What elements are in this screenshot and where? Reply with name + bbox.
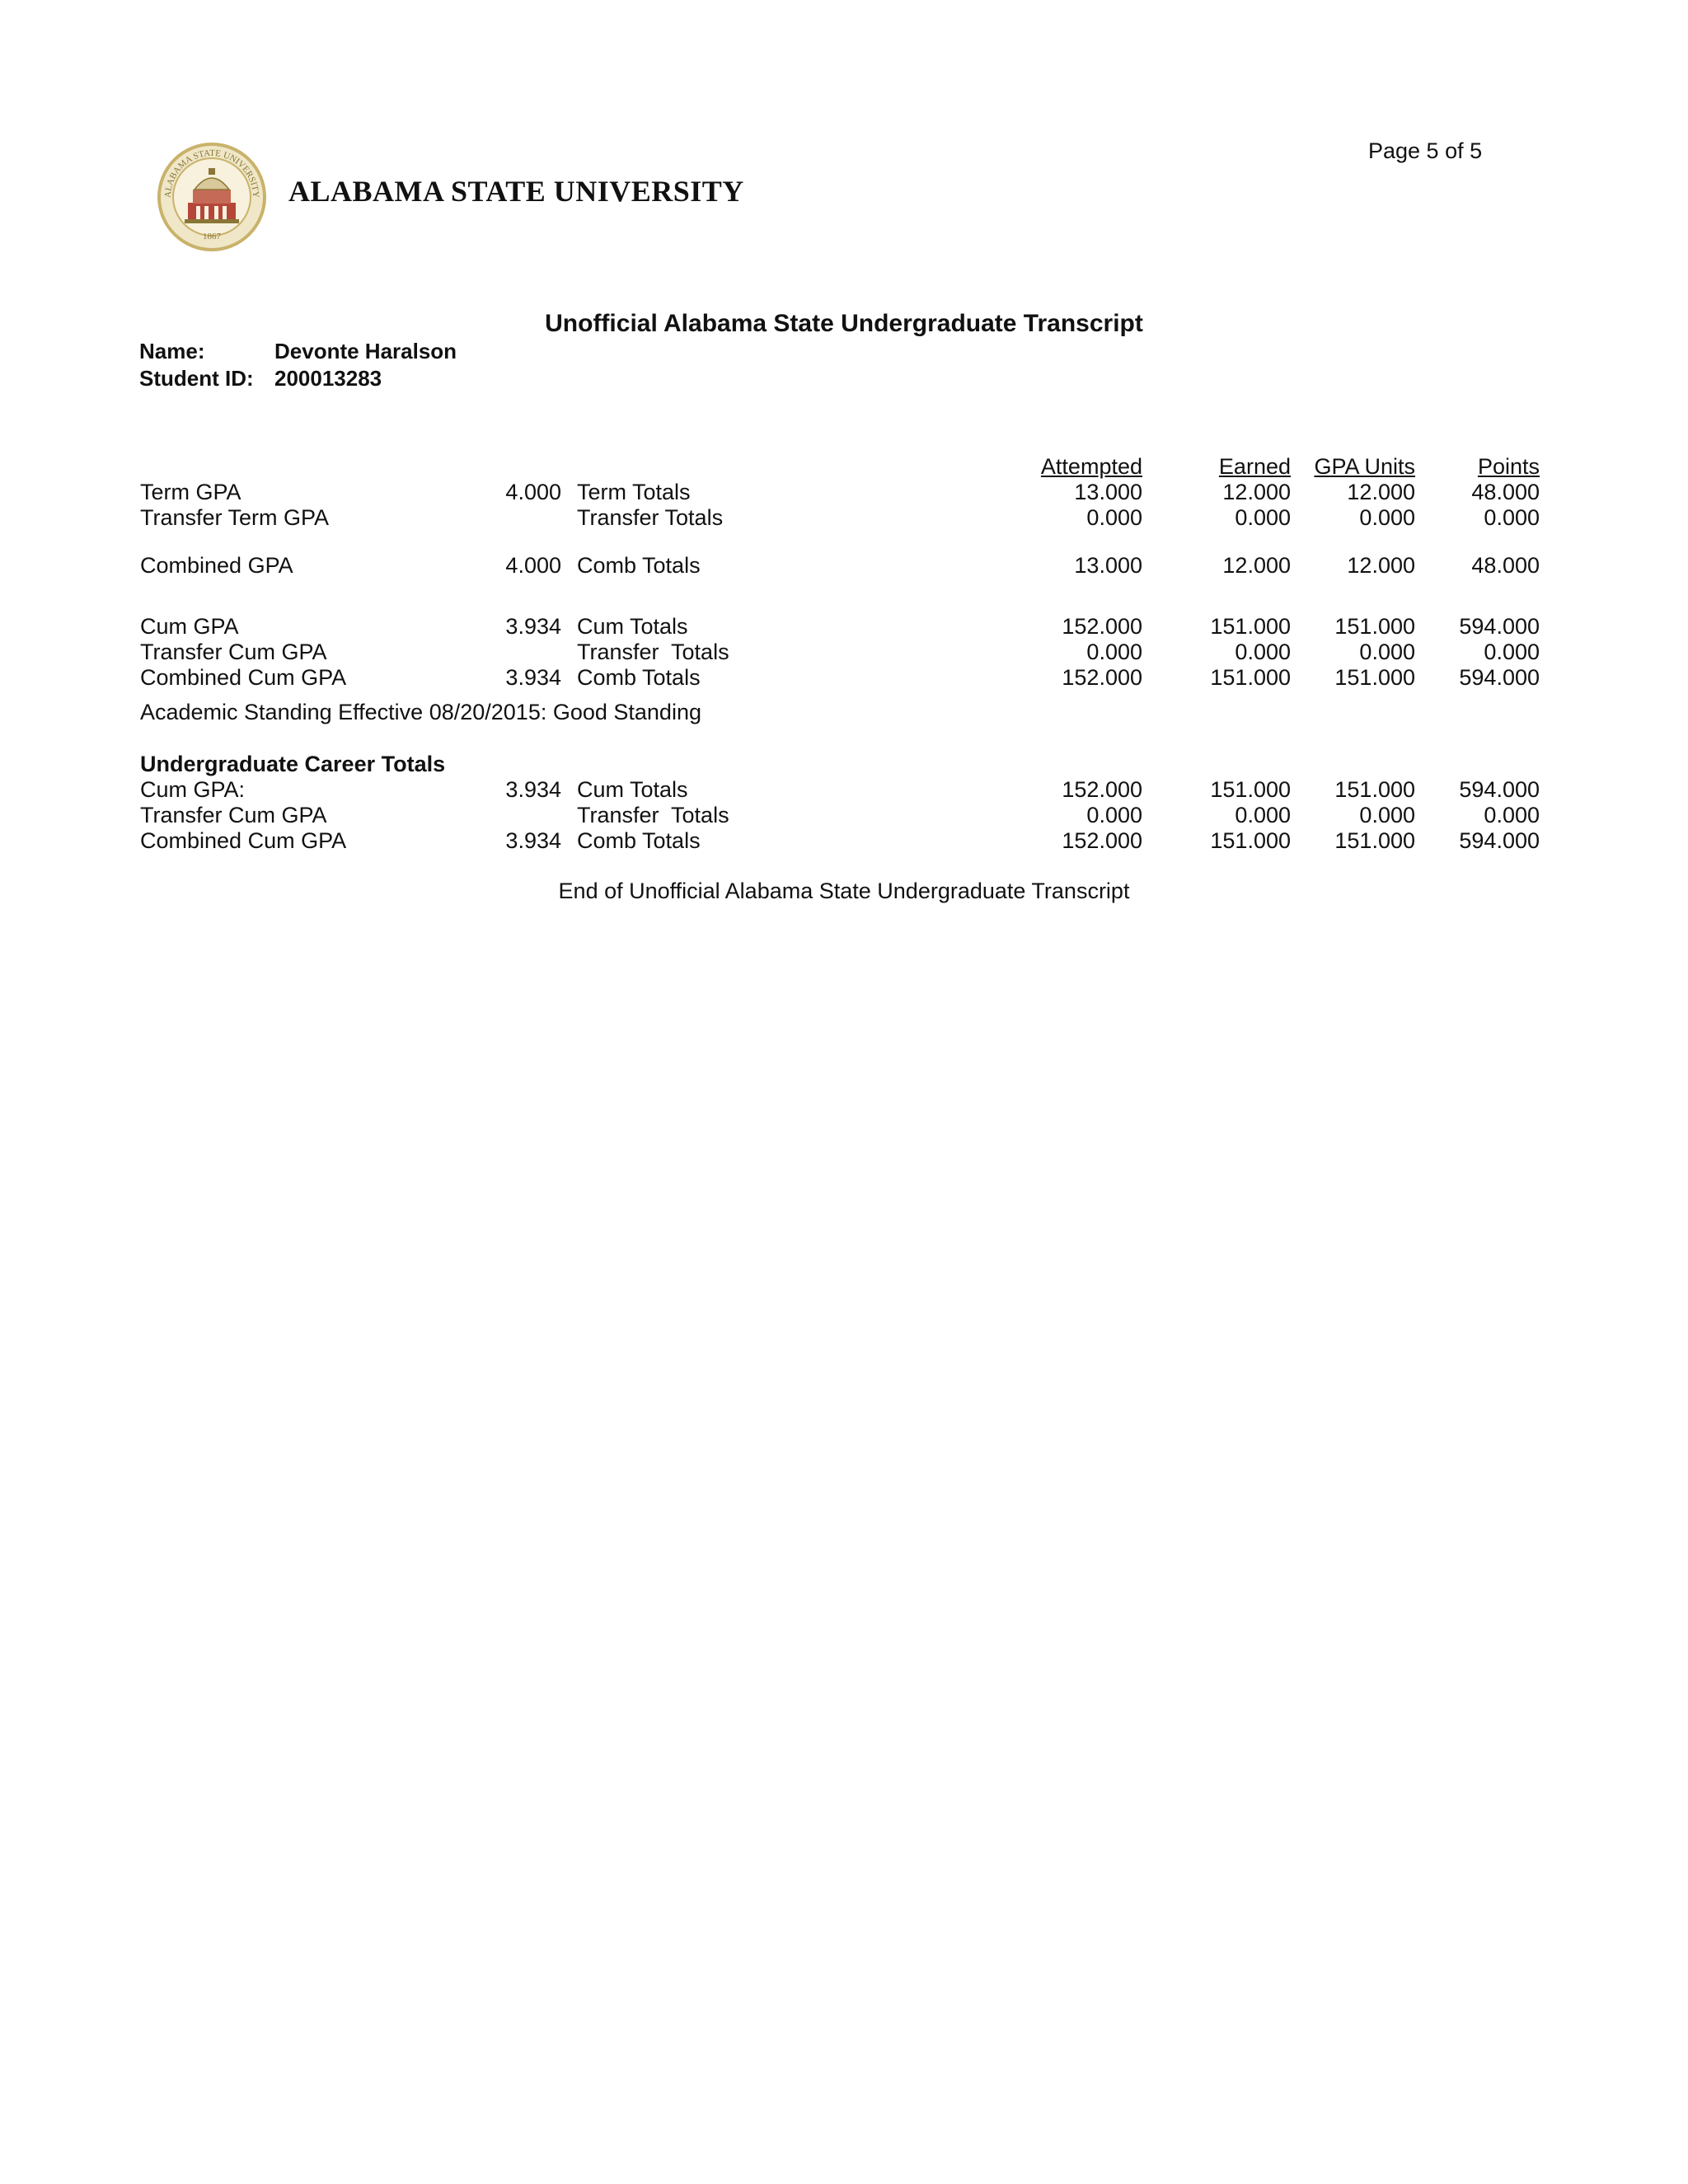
row-attempted: 0.000	[1086, 505, 1142, 530]
row-earned: 0.000	[1235, 505, 1291, 530]
row-attempted: 152.000	[1062, 665, 1142, 690]
row-label: Transfer Term GPA	[140, 505, 330, 530]
row-points: 594.000	[1459, 777, 1540, 802]
row-gpa-units: 12.000	[1347, 553, 1415, 578]
career-combined-cum-row	[0, 828, 1688, 854]
row-totals-label: Term Totals	[577, 480, 691, 504]
col-earned: Earned	[1218, 454, 1291, 479]
row-gpa: 3.934	[505, 828, 561, 853]
row-attempted: 13.000	[1074, 480, 1142, 504]
col-attempted: Attempted	[1040, 454, 1142, 479]
row-totals-label: Cum Totals	[577, 614, 688, 639]
col-points: Points	[1477, 454, 1540, 479]
row-label: Term GPA	[140, 480, 241, 504]
row-points: 48.000	[1471, 480, 1540, 504]
row-earned: 12.000	[1222, 480, 1291, 504]
row-totals-label: Comb Totals	[577, 665, 701, 690]
row-gpa-units: 12.000	[1347, 480, 1415, 504]
row-label: Combined Cum GPA	[140, 665, 347, 690]
row-earned: 0.000	[1235, 803, 1291, 827]
row-gpa-units: 151.000	[1334, 614, 1415, 639]
career-totals-heading: Undergraduate Career Totals	[140, 752, 446, 776]
row-earned: 151.000	[1210, 828, 1291, 853]
row-totals-label: Transfer Totals	[577, 803, 729, 827]
career-heading-row	[0, 752, 1688, 777]
row-earned: 151.000	[1210, 777, 1291, 802]
row-attempted: 0.000	[1086, 640, 1142, 664]
row-gpa-units: 151.000	[1334, 665, 1415, 690]
academic-standing-row	[0, 700, 1688, 725]
combined-gpa-row	[0, 553, 1688, 579]
row-totals-label: Comb Totals	[577, 553, 701, 578]
term-gpa-row	[0, 480, 1688, 505]
row-totals-label: Transfer Totals	[577, 640, 729, 664]
row-label: Cum GPA:	[140, 777, 246, 802]
row-earned: 0.000	[1235, 640, 1291, 664]
row-label: Transfer Cum GPA	[140, 803, 327, 827]
row-points: 0.000	[1484, 640, 1540, 664]
row-earned: 12.000	[1222, 553, 1291, 578]
row-gpa: 4.000	[505, 553, 561, 578]
row-label: Combined Cum GPA	[140, 828, 347, 853]
row-totals-label: Transfer Totals	[577, 505, 724, 530]
row-gpa-units: 151.000	[1334, 777, 1415, 802]
student-id: 200013283	[274, 366, 382, 391]
row-gpa-units: 0.000	[1359, 505, 1415, 530]
row-points: 594.000	[1459, 828, 1540, 853]
row-attempted: 0.000	[1086, 803, 1142, 827]
row-gpa: 3.934	[505, 777, 561, 802]
column-headers	[0, 454, 1688, 480]
row-attempted: 152.000	[1062, 777, 1142, 802]
row-points: 594.000	[1459, 614, 1540, 639]
transfer-cum-row	[0, 640, 1688, 665]
row-points: 0.000	[1484, 505, 1540, 530]
row-totals-label: Comb Totals	[577, 828, 701, 853]
row-gpa: 3.934	[505, 614, 561, 639]
row-gpa: 4.000	[505, 480, 561, 504]
document-title: Unofficial Alabama State Undergraduate Transcript	[545, 310, 1143, 337]
row-attempted: 152.000	[1062, 828, 1142, 853]
university-seal-icon	[157, 142, 267, 252]
row-label: Transfer Cum GPA	[140, 640, 327, 664]
row-attempted: 152.000	[1062, 614, 1142, 639]
academic-standing: Academic Standing Effective 08/20/2015: Good Standing	[140, 700, 701, 724]
row-gpa-units: 151.000	[1334, 828, 1415, 853]
row-points: 0.000	[1484, 803, 1540, 827]
career-transfer-cum-row	[0, 803, 1688, 828]
combined-cum-row	[0, 665, 1688, 691]
transfer-term-row	[0, 505, 1688, 531]
row-label: Cum GPA	[140, 614, 239, 639]
seal-text: ALABAMA STATE UNIVERSITY	[162, 148, 261, 199]
row-earned: 151.000	[1210, 614, 1291, 639]
col-gpa-units: GPA Units	[1314, 454, 1415, 479]
student-id-label: Student ID:	[139, 366, 254, 391]
end-of-transcript: End of Unofficial Alabama State Undergraduate Transcript	[558, 879, 1130, 903]
university-name: ALABAMA STATE UNIVERSITY	[288, 175, 744, 208]
row-attempted: 13.000	[1074, 553, 1142, 578]
row-gpa-units: 0.000	[1359, 803, 1415, 827]
cum-gpa-row	[0, 614, 1688, 640]
row-label: Combined GPA	[140, 553, 293, 578]
row-totals-label: Cum Totals	[577, 777, 688, 802]
career-cum-row	[0, 777, 1688, 803]
seal-year: 1867	[203, 232, 221, 241]
row-earned: 151.000	[1210, 665, 1291, 690]
page-number: Page 5 of 5	[1368, 138, 1483, 163]
row-gpa-units: 0.000	[1359, 640, 1415, 664]
student-name: Devonte Haralson	[274, 339, 457, 363]
student-name-label: Name:	[139, 339, 205, 363]
row-points: 48.000	[1471, 553, 1540, 578]
row-points: 594.000	[1459, 665, 1540, 690]
row-gpa: 3.934	[505, 665, 561, 690]
